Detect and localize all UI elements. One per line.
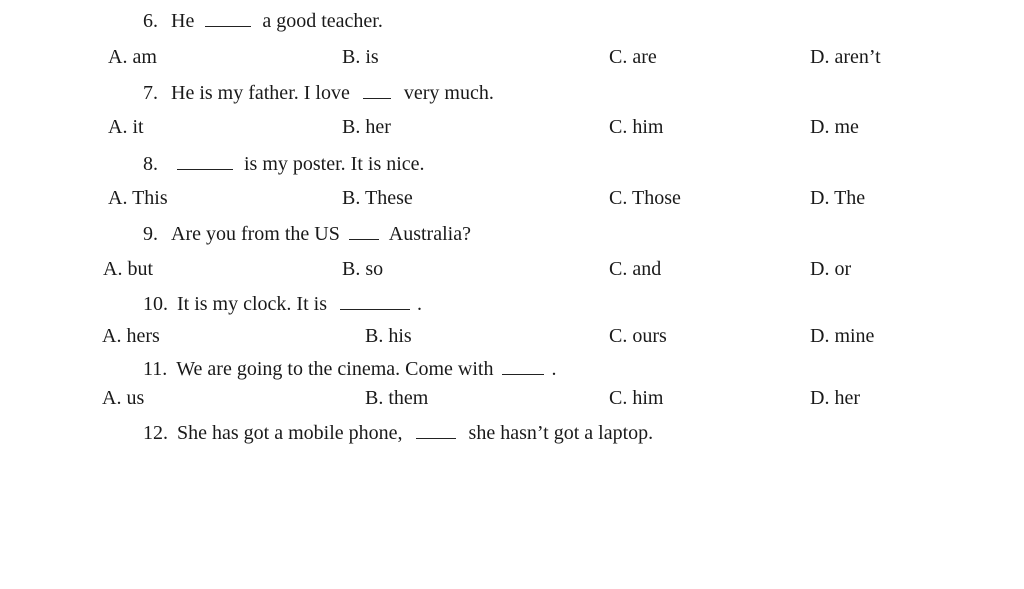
question-7-stem — [143, 80, 494, 105]
question-number: 6. — [143, 10, 158, 32]
stem-after: a good teacher. — [262, 10, 383, 32]
option-b: B. so — [342, 258, 384, 280]
option-d: D. or — [810, 258, 852, 280]
question-10-stem — [143, 291, 422, 316]
option-c: C. him — [609, 387, 664, 409]
option-a: A. This — [108, 187, 168, 209]
answer-blank — [502, 356, 544, 375]
question-number: 8. — [143, 153, 158, 175]
option-a: A. hers — [102, 325, 160, 347]
option-c: C. and — [609, 258, 662, 280]
question-11-stem — [143, 356, 556, 381]
stem-before: Are you from the US — [171, 223, 340, 245]
option-a: A. am — [108, 46, 157, 68]
answer-blank — [416, 420, 456, 439]
stem-after: very much. — [403, 82, 494, 104]
option-d: D. The — [810, 187, 866, 209]
option-b: B. is — [342, 46, 379, 68]
question-9-stem — [143, 221, 471, 246]
question-number: 10. — [143, 293, 168, 315]
question-8-stem — [143, 151, 425, 176]
option-d: D. mine — [810, 325, 875, 347]
answer-blank — [349, 221, 379, 240]
stem-before: She has got a mobile phone, — [177, 422, 403, 444]
answer-blank — [363, 80, 391, 99]
question-number: 7. — [143, 82, 158, 104]
option-c: C. Those — [609, 187, 681, 209]
stem-before: We are going to the cinema. Come with — [176, 358, 494, 380]
option-c: C. are — [609, 46, 657, 68]
option-d: D. aren’t — [810, 46, 881, 68]
option-c: C. ours — [609, 325, 667, 347]
question-number: 12. — [143, 422, 168, 444]
question-6-stem — [143, 8, 383, 33]
option-b: B. them — [365, 387, 429, 409]
question-number: 11. — [143, 358, 168, 380]
option-d: D. her — [810, 387, 860, 409]
stem-before: He — [171, 10, 195, 32]
option-d: D. me — [810, 116, 859, 138]
option-c: C. him — [609, 116, 664, 138]
stem-after: is my poster. It is nice. — [244, 153, 425, 175]
stem-after: . — [416, 293, 422, 315]
option-a: A. it — [108, 116, 144, 138]
stem-after: she hasn’t got a laptop. — [468, 422, 654, 444]
option-a: A. us — [102, 387, 145, 409]
answer-blank — [177, 151, 233, 170]
option-b: B. These — [342, 187, 413, 209]
option-b: B. his — [365, 325, 412, 347]
stem-after: Australia? — [388, 223, 471, 245]
question-12-stem — [143, 420, 653, 445]
answer-blank — [205, 8, 251, 27]
stem-before: He is my father. I love — [171, 82, 350, 104]
question-number: 9. — [143, 223, 158, 245]
option-b: B. her — [342, 116, 391, 138]
stem-before: It is my clock. It is — [177, 293, 327, 315]
option-a: A. but — [103, 258, 153, 280]
answer-blank — [340, 291, 410, 310]
stem-after: . — [551, 358, 557, 380]
